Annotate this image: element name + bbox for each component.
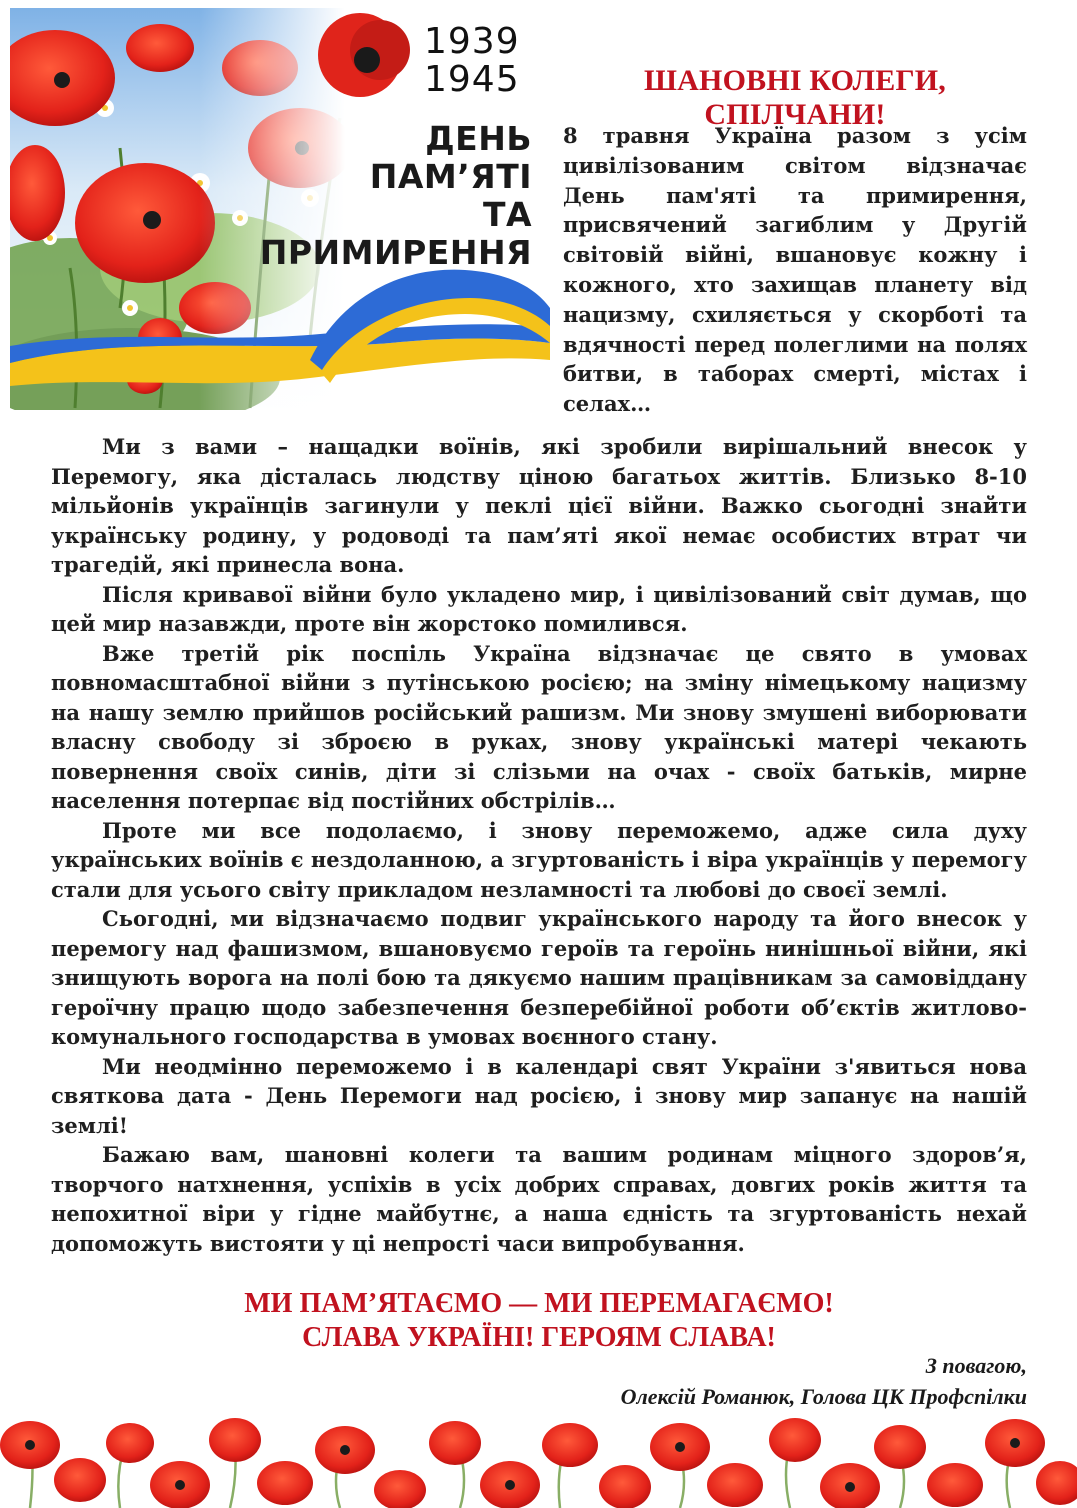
hero-title-line-3: ТА bbox=[482, 195, 532, 234]
signature-name: Олексій Романюк, Голова ЦК Профспілки bbox=[620, 1384, 1027, 1409]
closing-slogans bbox=[51, 1287, 1027, 1355]
poppy-border-decoration bbox=[0, 1405, 1077, 1508]
signature-salutation: З повагою, bbox=[925, 1353, 1027, 1378]
closing-slogan-2: СЛАВА УКРАЇНІ! ГЕРОЯМ СЛАВА! bbox=[302, 1322, 776, 1353]
poppy-row-illustration bbox=[0, 1405, 1077, 1508]
hero-title-line-2: ПАМ’ЯТІ bbox=[369, 157, 532, 196]
letter-body bbox=[51, 432, 1027, 1258]
hero-title-line-1: ДЕНЬ bbox=[425, 119, 532, 158]
body-paragraph: Проте ми все подолаємо, і знову переможемо, адже сила духу українських воїнів є нездоланною, а згуртованість і віра українців у перемогу стали для усього світу прикладом незламності та любові до своєї землі. bbox=[51, 817, 1027, 902]
year-end: 1945 bbox=[424, 59, 520, 100]
intro-paragraph: 8 травня Україна разом з усім цивілізованим світом відзначає День пам'яті та примирення, присвячений загиблим у Другій світовій війні, вшановує кожну і кожного, хто захищав планету від нацизму, схиляється у скорботі та вдячності перед полеглими на полях битви, в таборах смерті, містах і селах… bbox=[563, 123, 1027, 417]
hero-title-line-4: ПРИМИРЕННЯ bbox=[259, 233, 532, 272]
body-paragraph: Сьогодні, ми відзначаємо подвиг українського народу та його внесок у перемогу над фашизмом, вшановуємо героїв та героїнь нинішньої війни, які знищують ворога на полі бою та дякуємо нашим працівникам за самовіддану героїчну працю щодо забезпечення безперебійної роботи об’єктів житлово-комунального господарства в умовах воєнного стану. bbox=[51, 906, 1027, 1049]
signature-block bbox=[621, 1350, 1027, 1412]
year-start: 1939 bbox=[424, 21, 520, 62]
body-paragraph: Ми неодмінно переможемо і в календарі свят України з'явиться нова святкова дата - День Перемоги над росією, і знову мир запанує на нашій землі! bbox=[51, 1053, 1027, 1138]
greeting-heading: ШАНОВНІ КОЛЕГИ, СПІЛЧАНИ! bbox=[644, 64, 946, 131]
closing-slogan-1: МИ ПАМ’ЯТАЄМО — МИ ПЕРЕМАГАЄМО! bbox=[244, 1288, 834, 1319]
body-paragraph: Ми з вами – нащадки воїнів, які зробили вирішальний внесок у Перемогу, яка дісталась людству ціною багатьох життів. Близько 8-10 мільйонів українців загинули у пеклі цієї війни. Важко сьогодні знайти українську родину, у родоводі та пам’яті якої немає особистих втрат чи трагедій, які принесла вона. bbox=[51, 434, 1027, 577]
hero-illustration bbox=[10, 8, 550, 410]
body-paragraph: Бажаю вам, шановні колеги та вашим родинам міцного здоров’я, творчого натхнення, успіхів в усіх добрих справах, довгих років життя та непохитної віри у гідне майбутнє, а наша єдність та згуртованість нехай допоможуть вистояти у ці непрості часи випробування. bbox=[51, 1142, 1027, 1256]
body-paragraph: Вже третій рік поспіль Україна відзначає це свято в умовах повномасштабної війни з путінською росією; на зміну німецькому нацизму на нашу землю прийшов російський рашизм. Ми знову змушені виборювати власну свободу зі зброєю в руках, знову українські матері чекають повернення своїх синів, діти зі слізьми на очах - своїх батьків, мирне населення потерпає від постійних обстрілів… bbox=[51, 640, 1027, 813]
body-paragraph: Після кривавої війни було укладено мир, і цивілізований світ думав, що цей мир назавжди, проте він жорстоко помилився. bbox=[51, 581, 1027, 636]
